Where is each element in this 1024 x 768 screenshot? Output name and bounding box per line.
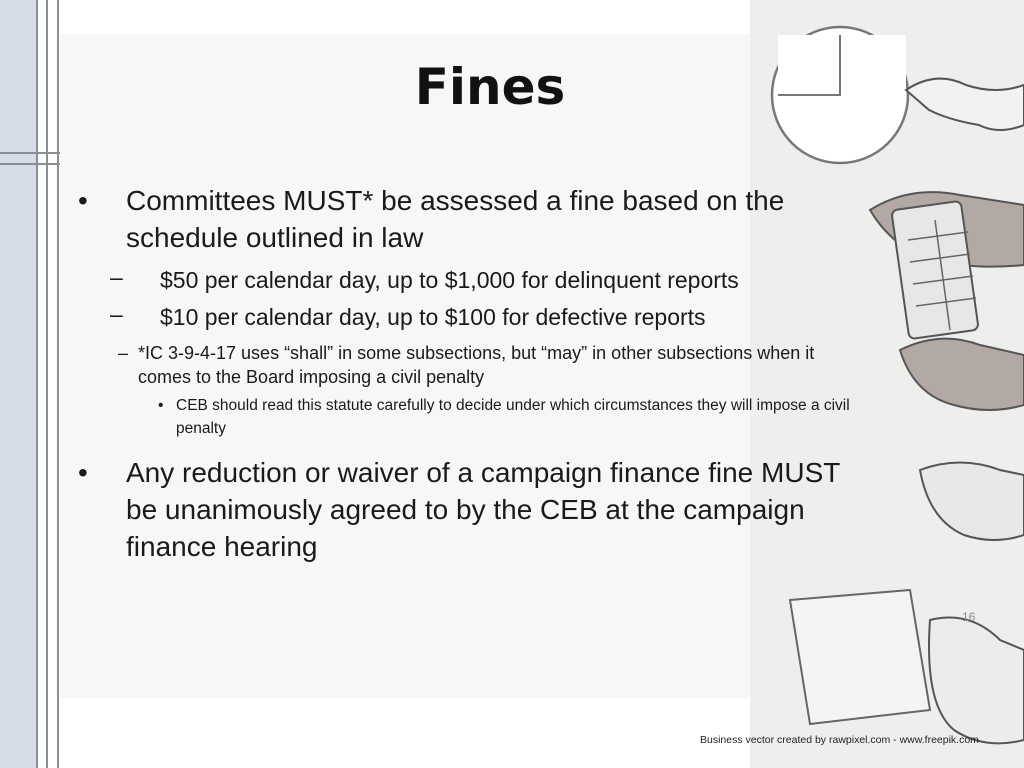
slide-title: Fines — [414, 58, 566, 116]
dash-icon: – — [110, 301, 123, 327]
vertical-rule — [57, 0, 59, 768]
sub-bullet-text: $50 per calendar day, up to $1,000 for delinquent reports — [160, 267, 739, 293]
dash-icon: – — [110, 264, 123, 290]
bullet-icon: • — [78, 185, 88, 216]
note-sub-item — [78, 394, 868, 440]
note-text: *IC 3-9-4-17 uses “shall” in some subsections, but “may” in other subsections when it comes to the Board imposing a civil penalty — [138, 343, 815, 387]
slide-body — [78, 182, 868, 573]
sub-bullet-item — [78, 264, 868, 296]
vertical-rule — [46, 0, 48, 768]
bullet-icon: • — [78, 457, 88, 488]
bullet-item — [78, 454, 868, 565]
page-number: 16 — [962, 610, 976, 624]
note-sub-text: CEB should read this statute carefully to decide under which circumstances they will impose a civil penalty — [176, 397, 850, 437]
left-accent-band — [0, 0, 36, 768]
dash-icon: – — [118, 343, 129, 363]
bullet-item — [78, 182, 868, 256]
sub-bullet-text: $10 per calendar day, up to $100 for defective reports — [160, 304, 706, 330]
sub-bullet-item — [78, 301, 868, 333]
bullet-icon: • — [158, 397, 164, 414]
note-item — [78, 341, 868, 389]
image-credit: Business vector created by rawpixel.com - www.freepik.com — [700, 734, 979, 746]
bullet-text: Any reduction or waiver of a campaign finance fine MUST be unanimously agreed to by the CEB at the campaign finance hearing — [126, 457, 840, 562]
vertical-rule — [36, 0, 38, 768]
bullet-text: Committees MUST* be assessed a fine based on the schedule outlined in law — [126, 185, 785, 253]
